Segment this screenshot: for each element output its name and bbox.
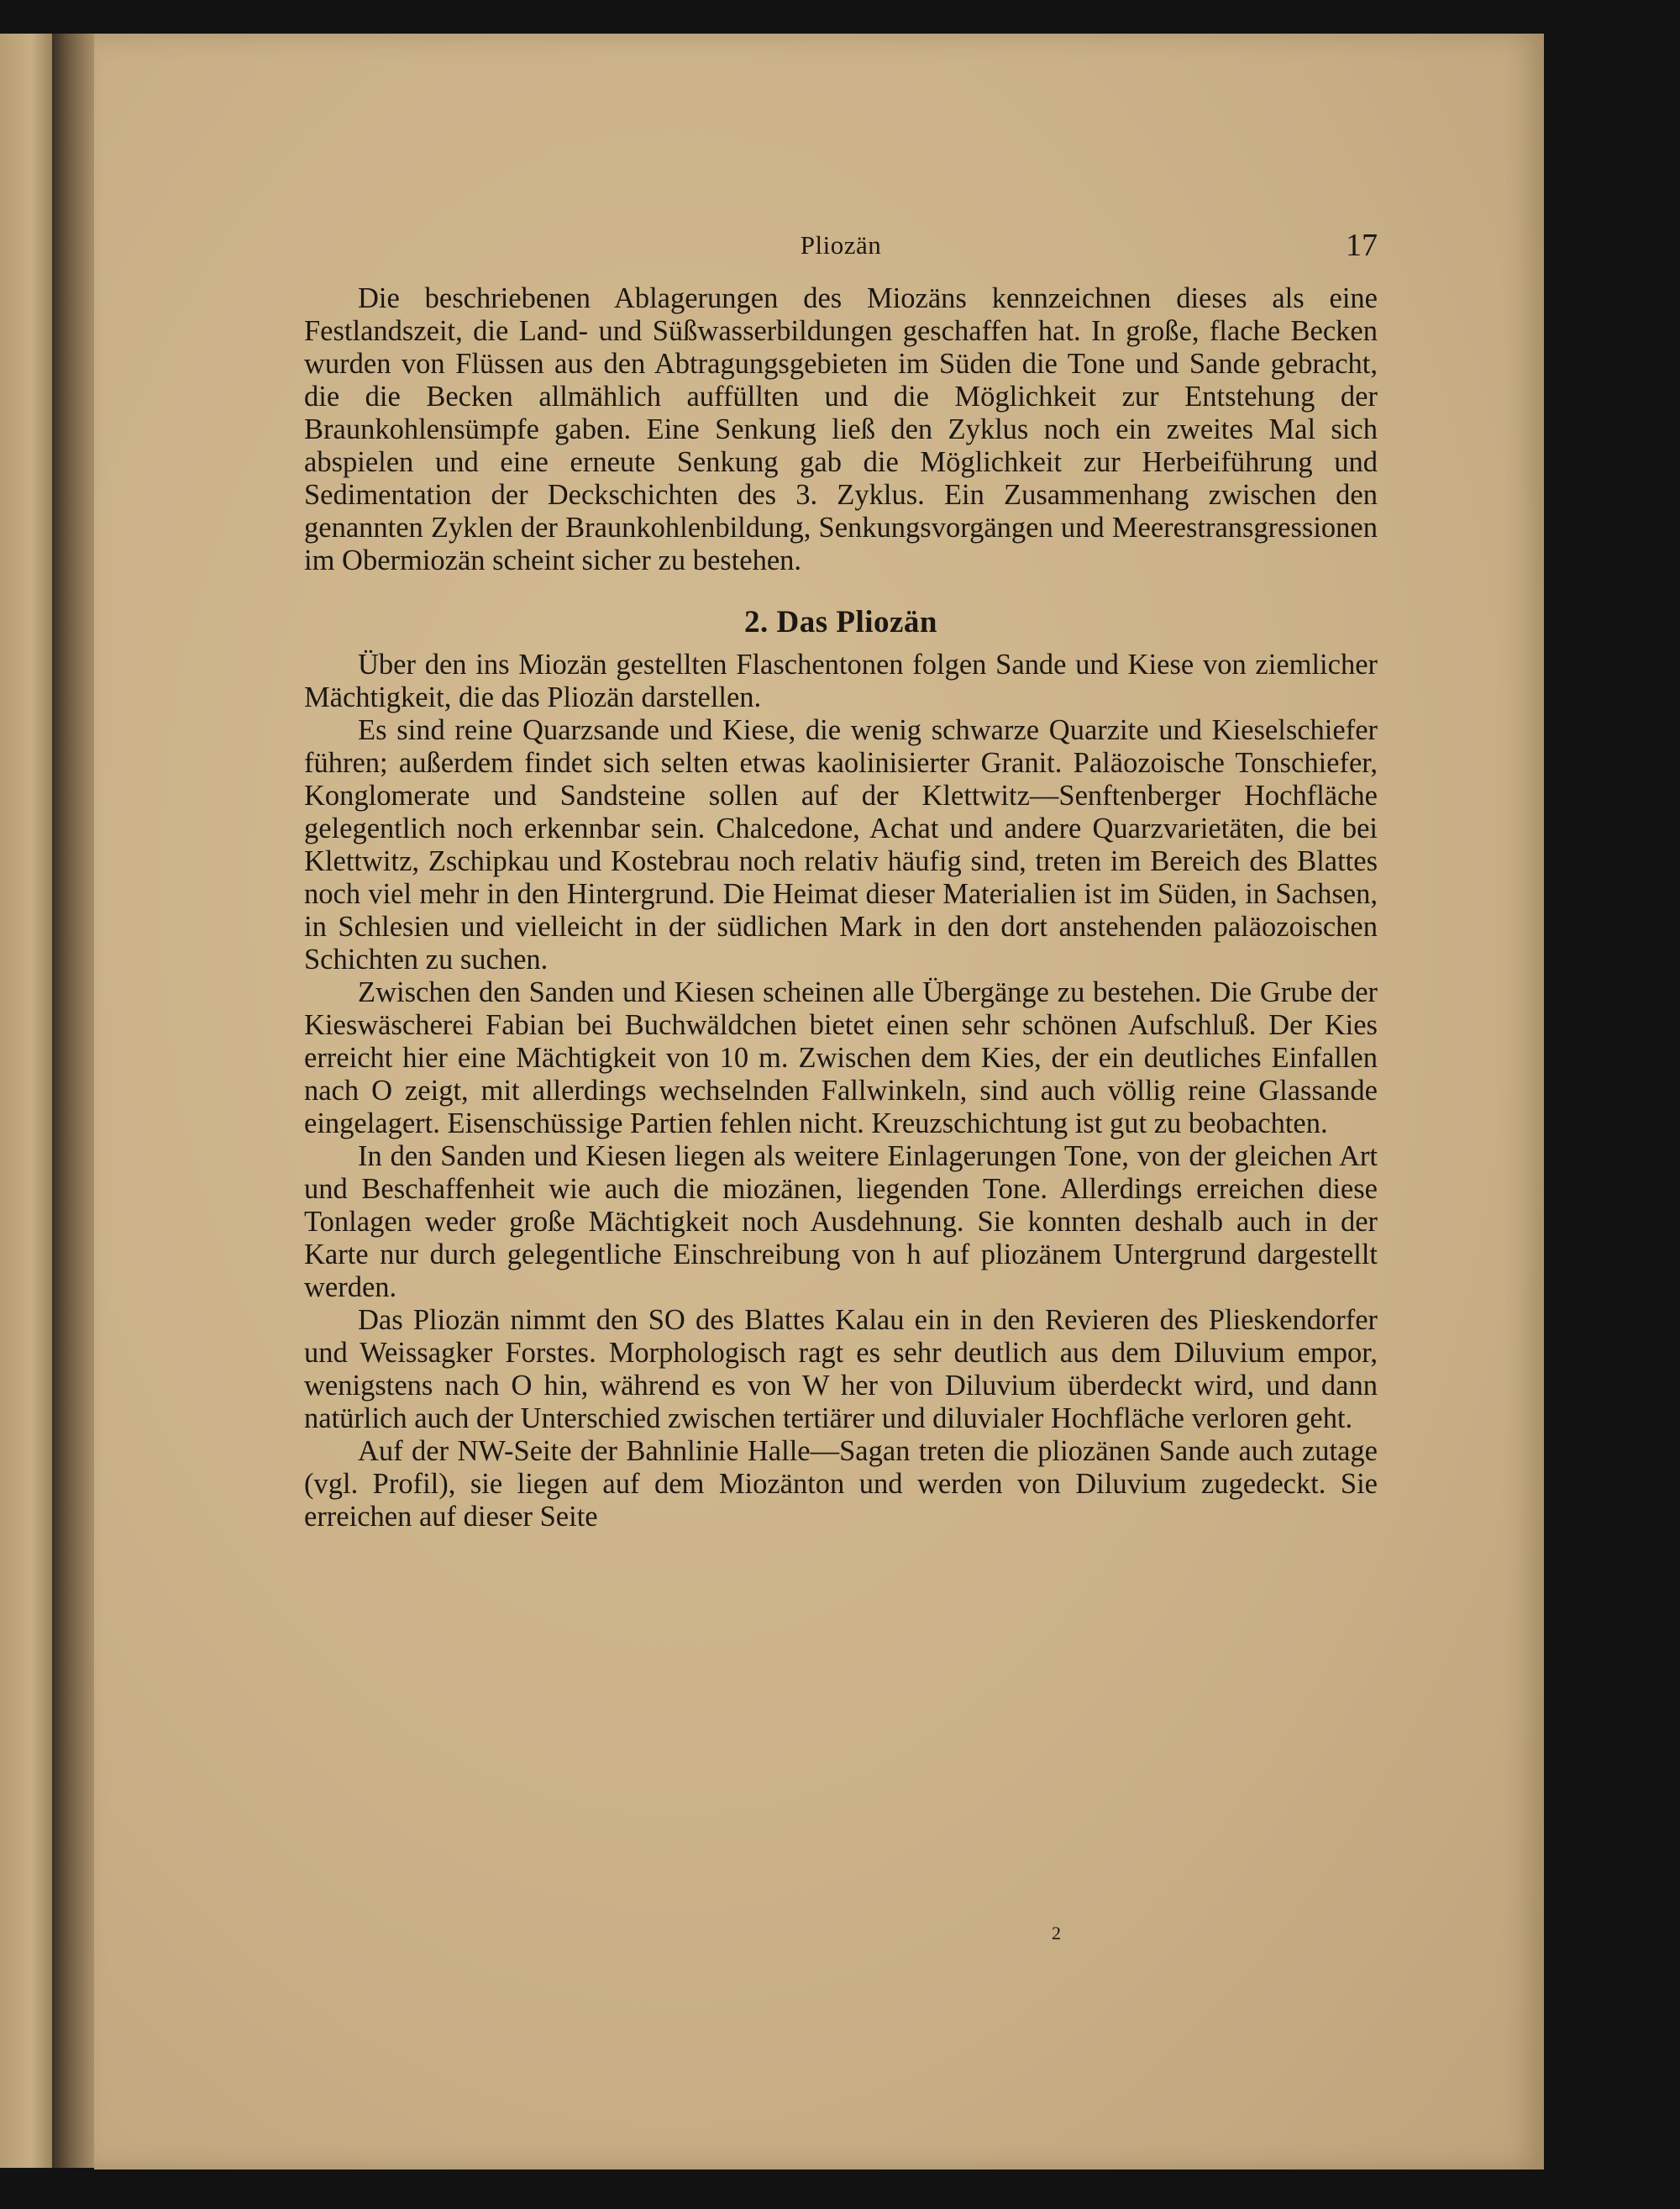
paragraph-7: Auf der NW-Seite der Bahnlinie Halle—Sagan treten die pliozänen Sande auch zutage (vgl. Profil), sie liegen auf dem Miozänton und werden von Diluvium zugedeckt. Sie erreichen auf dieser Seite [304,1435,1378,1533]
paragraph-5: In den Sanden und Kiesen liegen als weitere Einlagerungen Tone, von der gleichen Art und Beschaffenheit wie auch die miozänen, liegenden Tone. Allerdings erreichen diese Tonlagen weder große Mächtigkeit noch Ausdehnung. Sie konnten deshalb auch in der Karte nur durch gelegentliche Einschreibung von h auf pliozänem Untergrund dargestellt werden. [304,1140,1378,1303]
running-title: Pliozän [800,230,882,260]
paragraph-6: Das Pliozän nimmt den SO des Blattes Kalau ein in den Revieren des Plieskendorfer und Weissagker Forstes. Morphologisch ragt es sehr deutlich aus dem Diluvium empor, wenigstens nach O hin, während es von W her von Diluvium überdeckt wird, und dann natürlich auch der Unterschied zwischen tertiärer und diluvialer Hochfläche verloren geht. [304,1304,1378,1434]
paragraph-2: Über den ins Miozän gestellten Flaschentonen folgen Sande und Kiese von ziemlicher Mächtigkeit, die das Pliozän darstellen. [304,649,1378,713]
body-text [304,282,1378,1533]
page-header [304,227,1378,269]
section-heading: 2. Das Pliozän [743,605,938,639]
page-number: 17 [1346,228,1378,263]
paragraph-4: Zwischen den Sanden und Kiesen scheinen alle Übergänge zu bestehen. Die Grube der Kieswäscherei Fabian bei Buchwäldchen bietet einen sehr schönen Aufschluß. Der Kies erreicht hier eine Mächtigkeit von 10 m. Zwischen dem Kies, der ein deutliches Einfallen nach O zeigt, mit allerdings wechselnden Fallwinkeln, sind auch völlig reine Glassande eingelagert. Eisenschüssige Partien fehlen nicht. Kreuzschichtung ist gut zu beobachten. [304,976,1378,1139]
book-page [94,34,1544,2170]
paragraph-1: Die beschriebenen Ablagerungen des Miozäns kennzeichnen dieses als eine Festlandszeit, die Land- und Süßwasserbildungen geschaffen hat. In große, flache Becken wurden von Flüssen aus den Abtragungsgebieten im Süden die Tone und Sande gebracht, die die Becken allmählich auffüllten und die Möglichkeit zur Entstehung der Braunkohlensümpfe gaben. Eine Senkung ließ den Zyklus noch ein zweites Mal sich abspielen und eine erneute Senkung gab die Möglichkeit zur Herbeiführung und Sedimentation der Deckschichten des 3. Zyklus. Ein Zusammenhang zwischen den genannten Zyklen der Braunkohlenbildung, Senkungsvorgängen und Meerestransgressionen im Obermiozän scheint sicher zu bestehen. [304,282,1378,576]
signature-mark: 2 [1052,1922,1061,1943]
previous-page-edge [0,34,52,2168]
paragraph-3: Es sind reine Quarzsande und Kiese, die wenig schwarze Quarzite und Kieselschiefer führen; außerdem findet sich selten etwas kaolinisierter Granit. Paläozoische Tonschiefer, Konglomerate und Sandsteine sollen auf der Klettwitz—Senftenberger Hochfläche gelegentlich noch erkennbar sein. Chalcedone, Achat und andere Quarzvarietäten, die bei Klettwitz, Zschipkau und Kostebrau noch relativ häufig sind, treten im Bereich des Blattes noch viel mehr in den Hintergrund. Die Heimat dieser Materialien ist im Süden, in Sachsen, in Schlesien und vielleicht in der südlichen Mark in den dort anstehenden paläozoischen Schichten zu suchen. [304,714,1378,976]
book-gutter [52,34,94,2168]
